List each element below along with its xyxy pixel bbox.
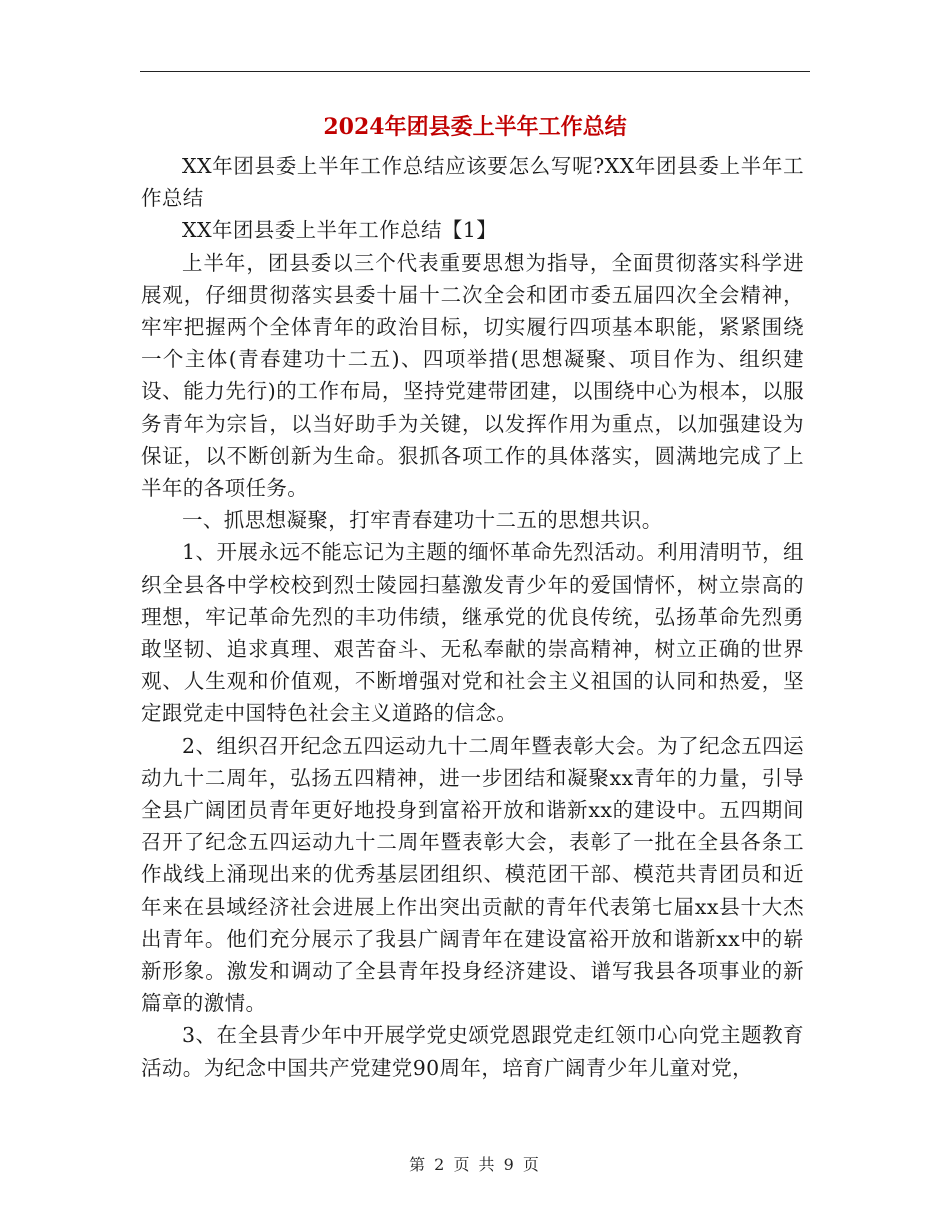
document-body bbox=[141, 150, 804, 1084]
section-heading: 一、抓思想凝聚，打牢青春建功十二五的思想共识。 bbox=[182, 508, 663, 533]
paragraph-subtitle: XX年团县委上半年工作总结【1】 bbox=[182, 218, 498, 243]
paragraph-intro: XX年团县委上半年工作总结应该要怎么写呢?XX年团县委上半年工作总结 bbox=[141, 154, 804, 211]
paragraph-item-3: 3、在全县青少年中开展学党史颂党恩跟党走红领巾心向党主题教育活动。为纪念中国共产党建党90周年，培育广阔青少年儿童对党， bbox=[141, 1023, 804, 1080]
paragraph-summary: 上半年，团县委以三个代表重要思想为指导，全面贯彻落实科学进展观，仔细贯彻落实县委十届十二次全会和团市委五届四次全会精神，牢牢把握两个全体青年的政治目标，切实履行四项基本职能，紧紧围绕一个主体(青春建功十二五)、四项举措(思想凝聚、项目作为、组织建设、能力先行)的工作布局，坚持党建带团建，以围绕中心为根本，以服务青年为宗旨，以当好助手为关键，以发挥作用为重点，以加强建设为保证，以不断创新为生命。狠抓各项工作的具体落实，圆满地完成了上半年的各项任务。 bbox=[141, 250, 804, 501]
paragraph-item-1: 1、开展永远不能忘记为主题的缅怀革命先烈活动。利用清明节，组织全县各中学校校到烈士陵园扫墓激发青少年的爱国情怀，树立崇高的理想，牢记革命先烈的丰功伟绩，继承党的优良传统，弘扬革命先烈勇敢坚韧、追求真理、艰苦奋斗、无私奉献的崇高精神，树立正确的世界观、人生观和价值观，不断增强对党和社会主义祖国的认同和热爱，坚定跟党走中国特色社会主义道路的信念。 bbox=[141, 540, 804, 726]
header-rule bbox=[140, 71, 810, 72]
paragraph-item-2: 2、组织召开纪念五四运动九十二周年暨表彰大会。为了纪念五四运动九十二周年，弘扬五四精神，进一步团结和凝聚xx青年的力量，引导全县广阔团员青年更好地投身到富裕开放和谐新xx的建设中。五四期间召开了纪念五四运动九十二周年暨表彰大会，表彰了一批在全县各条工作战线上涌现出来的优秀基层团组织、模范团干部、模范共青团员和近年来在县域经济社会进展上作出突出贡献的青年代表第七届xx县十大杰出青年。他们充分展示了我县广阔青年在建设富裕开放和谐新xx中的崭新形象。激发和调动了全县青年投身经济建设、谱写我县各项事业的新篇章的激情。 bbox=[141, 733, 804, 1016]
page-number: 第 2 页 共 9 页 bbox=[409, 1155, 541, 1174]
document-title: 2024年团县委上半年工作总结 bbox=[323, 114, 627, 140]
